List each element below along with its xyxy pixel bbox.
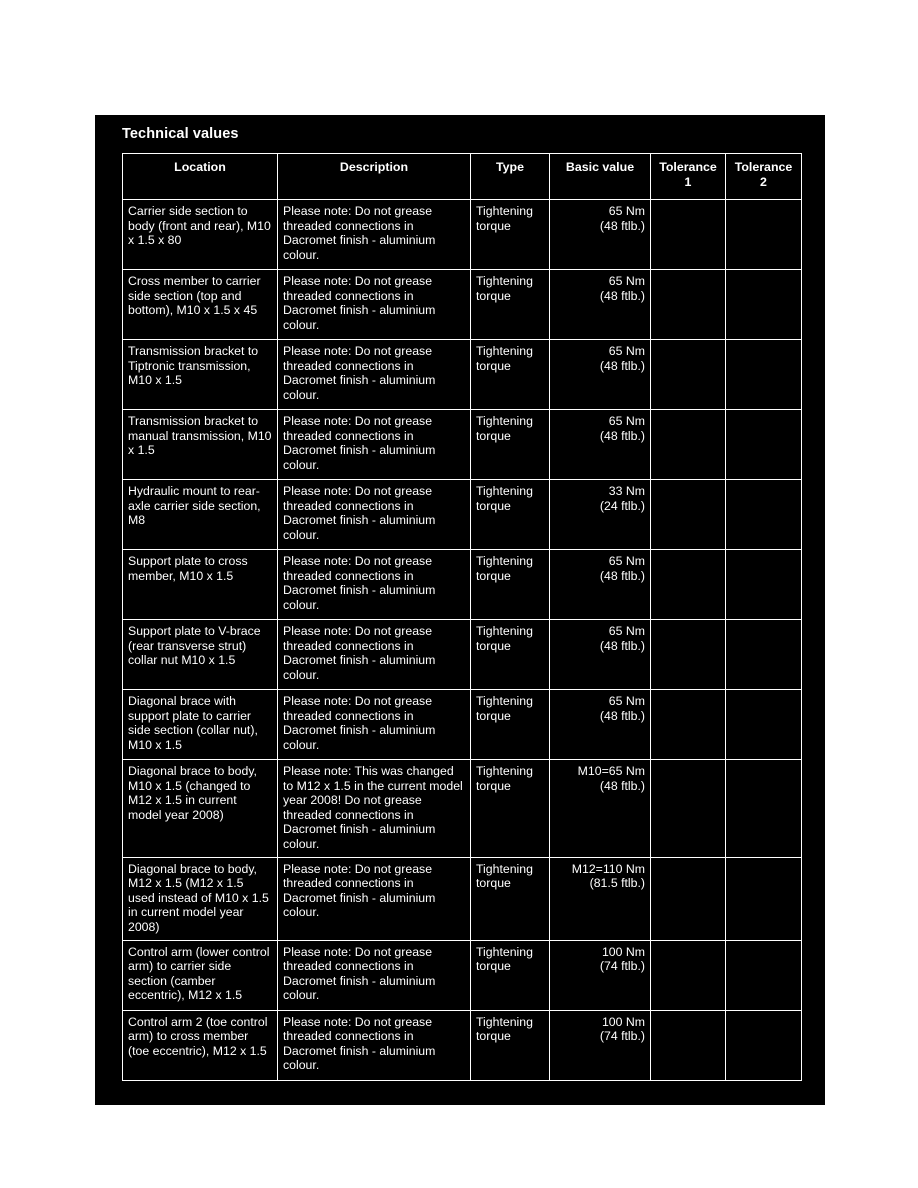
table-row (123, 940, 802, 1010)
cell-description: Please note: Do not grease threaded connections in Dacromet finish - aluminium colour. (278, 410, 471, 480)
basic-value-ftlb: (48 ftlb.) (599, 358, 645, 373)
cell-tolerance-2 (726, 857, 802, 940)
basic-value-nm: 65 Nm (608, 414, 645, 428)
basic-value-ftlb: (48 ftlb.) (599, 428, 645, 443)
basic-value-ftlb: (48 ftlb.) (599, 708, 645, 723)
cell-description: Please note: Do not grease threaded connections in Dacromet finish - aluminium colour. (278, 200, 471, 270)
cell-type: Tightening torque (471, 480, 550, 550)
cell-location: Hydraulic mount to rear-axle carrier side section, M8 (123, 480, 278, 550)
cell-basic-value (550, 410, 651, 480)
cell-location: Control arm 2 (toe control arm) to cross member (toe eccentric), M12 x 1.5 (123, 1010, 278, 1080)
cell-tolerance-1 (651, 690, 726, 760)
cell-tolerance-2 (726, 270, 802, 340)
cell-tolerance-1 (651, 340, 726, 410)
cell-type: Tightening torque (471, 340, 550, 410)
cell-type: Tightening torque (471, 940, 550, 1010)
basic-value-nm: 100 Nm (601, 944, 645, 959)
table-container (122, 153, 801, 1081)
cell-tolerance-1 (651, 480, 726, 550)
cell-description: Please note: Do not grease threaded connections in Dacromet finish - aluminium colour. (278, 690, 471, 760)
cell-location: Diagonal brace to body, M12 x 1.5 (M12 x 1.5 used instead of M10 x 1.5 in current model year 2008) (123, 857, 278, 940)
basic-value-ftlb: (48 ftlb.) (599, 778, 645, 793)
cell-type: Tightening torque (471, 410, 550, 480)
cell-basic-value (550, 550, 651, 620)
table-row (123, 200, 802, 270)
cell-description: Please note: Do not grease threaded connections in Dacromet finish - aluminium colour. (278, 620, 471, 690)
cell-type: Tightening torque (471, 857, 550, 940)
cell-description: Please note: This was changed to M12 x 1.5 in the current model year 2008! Do not grease threaded connections in Dacromet finish - aluminium colour. (278, 760, 471, 858)
cell-description: Please note: Do not grease threaded connections in Dacromet finish - aluminium colour. (278, 480, 471, 550)
cell-location: Carrier side section to body (front and rear), M10 x 1.5 x 80 (123, 200, 278, 270)
column-header-tolerance-1-line2: 1 (684, 174, 692, 189)
basic-value-nm: M12=110 Nm (571, 861, 645, 876)
cell-type: Tightening torque (471, 550, 550, 620)
basic-value-ftlb: (48 ftlb.) (599, 568, 645, 583)
cell-type: Tightening torque (471, 620, 550, 690)
table-header (123, 154, 802, 200)
cell-tolerance-1 (651, 200, 726, 270)
page-title: Technical values (122, 126, 239, 142)
technical-values-panel (95, 115, 825, 1105)
cell-location: Support plate to cross member, M10 x 1.5 (123, 550, 278, 620)
column-header-type: Type (471, 154, 550, 200)
cell-description: Please note: Do not grease threaded connections in Dacromet finish - aluminium colour. (278, 340, 471, 410)
cell-tolerance-2 (726, 940, 802, 1010)
cell-description: Please note: Do not grease threaded connections in Dacromet finish - aluminium colour. (278, 1010, 471, 1080)
cell-tolerance-2 (726, 690, 802, 760)
basic-value-ftlb: (48 ftlb.) (599, 638, 645, 653)
table-header-row (123, 154, 802, 200)
cell-basic-value (550, 620, 651, 690)
column-header-tolerance-2 (726, 154, 802, 200)
basic-value-nm: 33 Nm (608, 484, 645, 498)
cell-tolerance-1 (651, 1010, 726, 1080)
basic-value-nm: 100 Nm (601, 1014, 645, 1029)
basic-value-nm: 65 Nm (608, 624, 645, 638)
cell-tolerance-2 (726, 620, 802, 690)
table-row (123, 1010, 802, 1080)
cell-tolerance-1 (651, 940, 726, 1010)
basic-value-ftlb: (74 ftlb.) (599, 1029, 645, 1044)
basic-value-nm: 65 Nm (608, 554, 645, 568)
cell-basic-value (550, 340, 651, 410)
column-header-tolerance-2-line2: 2 (760, 174, 767, 189)
basic-value-nm: 65 Nm (608, 694, 645, 708)
cell-tolerance-2 (726, 410, 802, 480)
cell-location: Transmission bracket to Tiptronic transmission, M10 x 1.5 (123, 340, 278, 410)
basic-value-nm: 65 Nm (608, 204, 645, 218)
table-row (123, 550, 802, 620)
cell-description: Please note: Do not grease threaded connections in Dacromet finish - aluminium colour. (278, 270, 471, 340)
cell-basic-value (550, 200, 651, 270)
cell-tolerance-1 (651, 550, 726, 620)
cell-type: Tightening torque (471, 270, 550, 340)
column-header-basic-value: Basic value (550, 154, 651, 200)
cell-location: Support plate to V-brace (rear transverse strut) collar nut M10 x 1.5 (123, 620, 278, 690)
cell-tolerance-2 (726, 550, 802, 620)
cell-basic-value (550, 940, 651, 1010)
basic-value-ftlb: (81.5 ftlb.) (589, 876, 645, 891)
cell-tolerance-2 (726, 200, 802, 270)
cell-description: Please note: Do not grease threaded connections in Dacromet finish - aluminium colour. (278, 857, 471, 940)
table-row (123, 340, 802, 410)
basic-value-ftlb: (74 ftlb.) (599, 959, 645, 974)
table-row (123, 690, 802, 760)
cell-tolerance-1 (651, 857, 726, 940)
column-header-description: Description (278, 154, 471, 200)
cell-type: Tightening torque (471, 1010, 550, 1080)
basic-value-nm: 65 Nm (608, 274, 645, 288)
table-row (123, 857, 802, 940)
cell-basic-value (550, 857, 651, 940)
cell-tolerance-2 (726, 340, 802, 410)
column-header-location: Location (123, 154, 278, 200)
table-row (123, 480, 802, 550)
cell-basic-value (550, 1010, 651, 1080)
column-header-tolerance-2-line1: Tolerance (734, 160, 793, 174)
cell-location: Diagonal brace to body, M10 x 1.5 (changed to M12 x 1.5 in current model year 2008) (123, 760, 278, 858)
cell-location: Transmission bracket to manual transmission, M10 x 1.5 (123, 410, 278, 480)
cell-tolerance-1 (651, 410, 726, 480)
basic-value-nm: 65 Nm (608, 344, 645, 358)
cell-tolerance-1 (651, 760, 726, 858)
basic-value-ftlb: (48 ftlb.) (599, 218, 645, 233)
cell-description: Please note: Do not grease threaded connections in Dacromet finish - aluminium colour. (278, 940, 471, 1010)
cell-type: Tightening torque (471, 200, 550, 270)
basic-value-ftlb: (48 ftlb.) (599, 288, 645, 303)
column-header-tolerance-1 (651, 154, 726, 200)
cell-description: Please note: Do not grease threaded connections in Dacromet finish - aluminium colour. (278, 550, 471, 620)
table-row (123, 760, 802, 858)
cell-location: Control arm (lower control arm) to carrier side section (camber eccentric), M12 x 1.5 (123, 940, 278, 1010)
table-body (123, 200, 802, 1081)
cell-tolerance-2 (726, 480, 802, 550)
basic-value-nm: M10=65 Nm (577, 764, 645, 778)
cell-tolerance-2 (726, 760, 802, 858)
cell-location: Cross member to carrier side section (top and bottom), M10 x 1.5 x 45 (123, 270, 278, 340)
table-row (123, 270, 802, 340)
column-header-tolerance-1-line1: Tolerance (659, 160, 717, 174)
cell-tolerance-2 (726, 1010, 802, 1080)
cell-tolerance-1 (651, 270, 726, 340)
cell-basic-value (550, 760, 651, 858)
cell-basic-value (550, 270, 651, 340)
cell-type: Tightening torque (471, 760, 550, 858)
cell-tolerance-1 (651, 620, 726, 690)
technical-values-table (122, 153, 802, 1081)
cell-type: Tightening torque (471, 690, 550, 760)
basic-value-ftlb: (24 ftlb.) (599, 498, 645, 513)
cell-basic-value (550, 480, 651, 550)
cell-basic-value (550, 690, 651, 760)
table-row (123, 410, 802, 480)
cell-location: Diagonal brace with support plate to carrier side section (collar nut), M10 x 1.5 (123, 690, 278, 760)
table-row (123, 620, 802, 690)
